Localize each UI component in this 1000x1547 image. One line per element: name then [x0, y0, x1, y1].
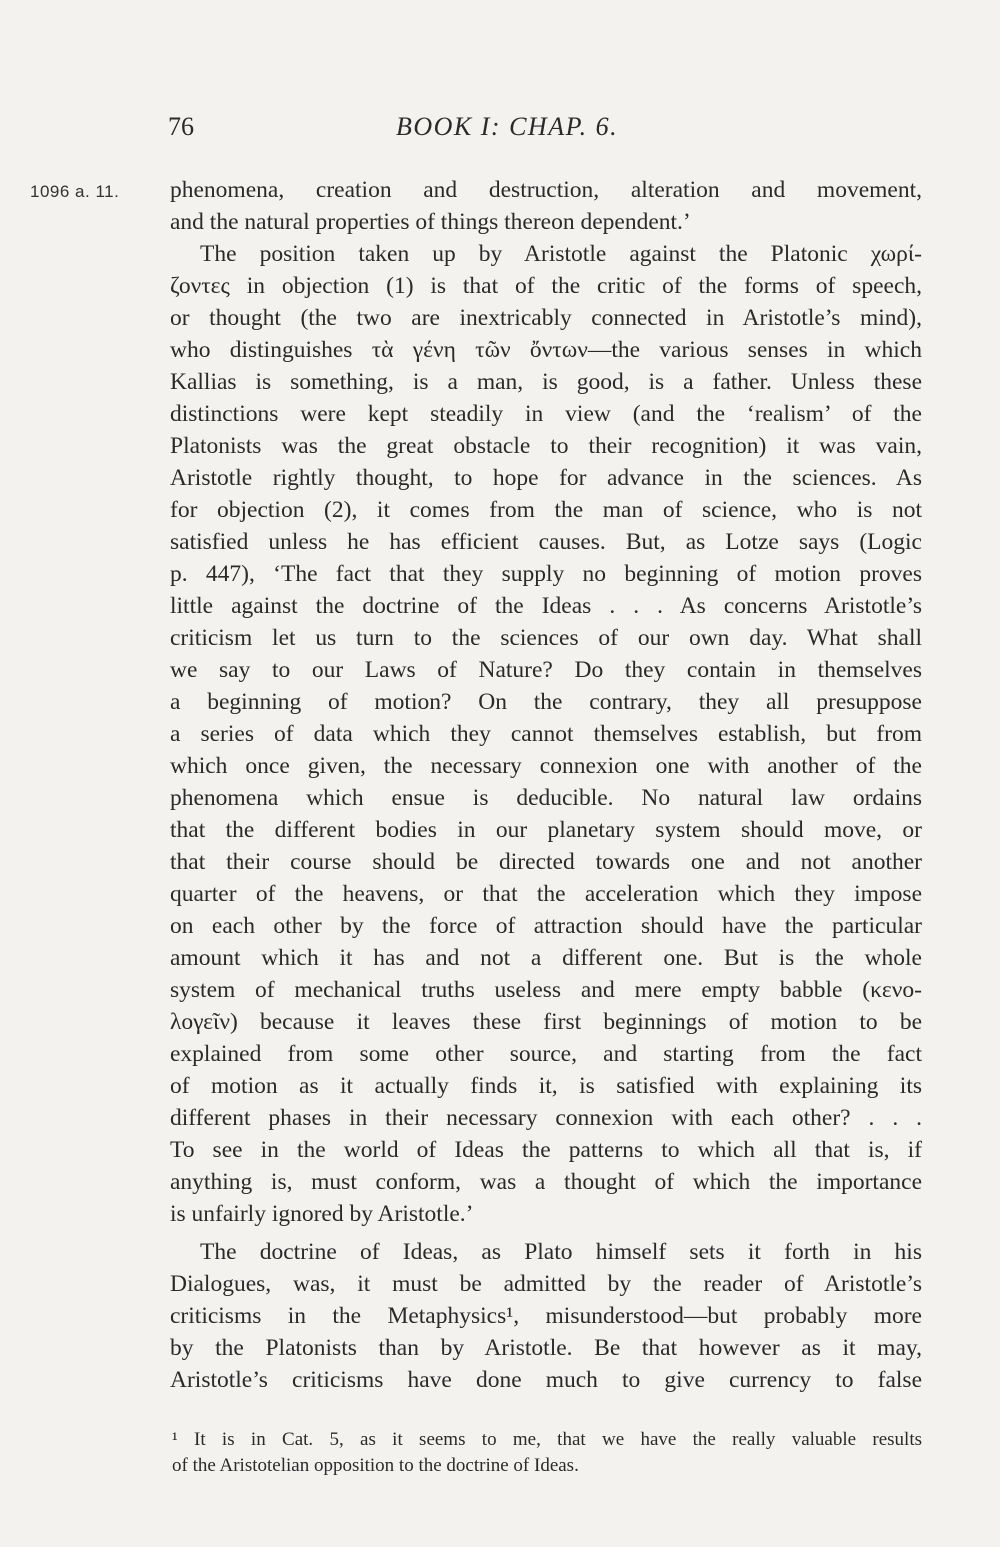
text-line: To see in the world of Ideas the patterns to which all that is, if	[170, 1137, 922, 1163]
text-line: explained from some other source, and starting from the fact	[170, 1041, 922, 1067]
text-line: phenomena which ensue is deducible. No natural law ordains	[170, 785, 922, 811]
text-line: that the different bodies in our planetary system should move, or	[170, 817, 922, 843]
text-line: amount which it has and not a different one. But is the whole	[170, 945, 922, 971]
text-line: a series of data which they cannot themselves establish, but from	[170, 721, 922, 747]
text-line: who distinguishes τὰ γένη τῶν ὄντων—the various senses in which	[170, 337, 922, 363]
text-line: Kallias is something, is a man, is good, is a father. Unless these	[170, 369, 922, 395]
text-line: we say to our Laws of Nature? Do they contain in themselves	[170, 657, 922, 683]
text-line: phenomena, creation and destruction, alteration and movement,	[170, 177, 922, 203]
text-line: criticism let us turn to the sciences of our own day. What shall	[170, 625, 922, 651]
text-line: that their course should be directed towards one and not another	[170, 849, 922, 875]
text-line: of motion as it actually finds it, is satisfied with explaining its	[170, 1073, 922, 1099]
text-line: Dialogues, was, it must be admitted by the reader of Aristotle’s	[170, 1271, 922, 1297]
text-line: criticisms in the Metaphysics¹, misunderstood—but probably more	[170, 1303, 922, 1329]
text-line: λογεῖν) because it leaves these first beginnings of motion to be	[170, 1009, 922, 1035]
text-line: The doctrine of Ideas, as Plato himself sets it forth in his	[200, 1239, 922, 1265]
text-line: Platonists was the great obstacle to their recognition) it was vain,	[170, 433, 922, 459]
footnote-line: of the Aristotelian opposition to the doctrine of Ideas.	[172, 1455, 579, 1476]
page-header	[168, 112, 688, 152]
text-line: anything is, must conform, was a thought of which the importance	[170, 1169, 922, 1195]
footnote-line: ¹ It is in Cat. 5, as it seems to me, that we have the really valuable results	[172, 1429, 922, 1450]
text-line: on each other by the force of attraction should have the particular	[170, 913, 922, 939]
text-line: little against the doctrine of the Ideas . . . As concerns Aristotle’s	[170, 593, 922, 619]
text-line: The position taken up by Aristotle against the Platonic χωρί-	[200, 241, 922, 267]
text-line: ζοντες in objection (1) is that of the critic of the forms of speech,	[170, 273, 922, 299]
text-line: and the natural properties of things thereon dependent.’	[170, 209, 691, 235]
text-line: p. 447), ‘The fact that they supply no beginning of motion proves	[170, 561, 922, 587]
margin-reference: 1096 a. 11.	[30, 182, 120, 201]
page-number: 76	[168, 112, 194, 141]
text-line: distinctions were kept steadily in view (and the ‘realism’ of the	[170, 401, 922, 427]
text-line: or thought (the two are inextricably connected in Aristotle’s mind),	[170, 305, 922, 331]
text-line: which once given, the necessary connexion one with another of the	[170, 753, 922, 779]
text-line: system of mechanical truths useless and mere empty babble (κενο-	[170, 977, 922, 1003]
text-line: for objection (2), it comes from the man of science, who is not	[170, 497, 922, 523]
text-line: satisfied unless he has efficient causes. But, as Lotze says (Logic	[170, 529, 922, 555]
text-line: quarter of the heavens, or that the acceleration which they impose	[170, 881, 922, 907]
text-line: a beginning of motion? On the contrary, they all presuppose	[170, 689, 922, 715]
text-line: by the Platonists than by Aristotle. Be that however as it may,	[170, 1335, 922, 1361]
running-head: BOOK I: CHAP. 6.	[396, 112, 619, 141]
text-line: different phases in their necessary connexion with each other? . . .	[170, 1105, 922, 1131]
text-line: Aristotle’s criticisms have done much to give currency to false	[170, 1367, 922, 1393]
text-line: is unfairly ignored by Aristotle.’	[170, 1201, 474, 1227]
text-line: Aristotle rightly thought, to hope for advance in the sciences. As	[170, 465, 922, 491]
